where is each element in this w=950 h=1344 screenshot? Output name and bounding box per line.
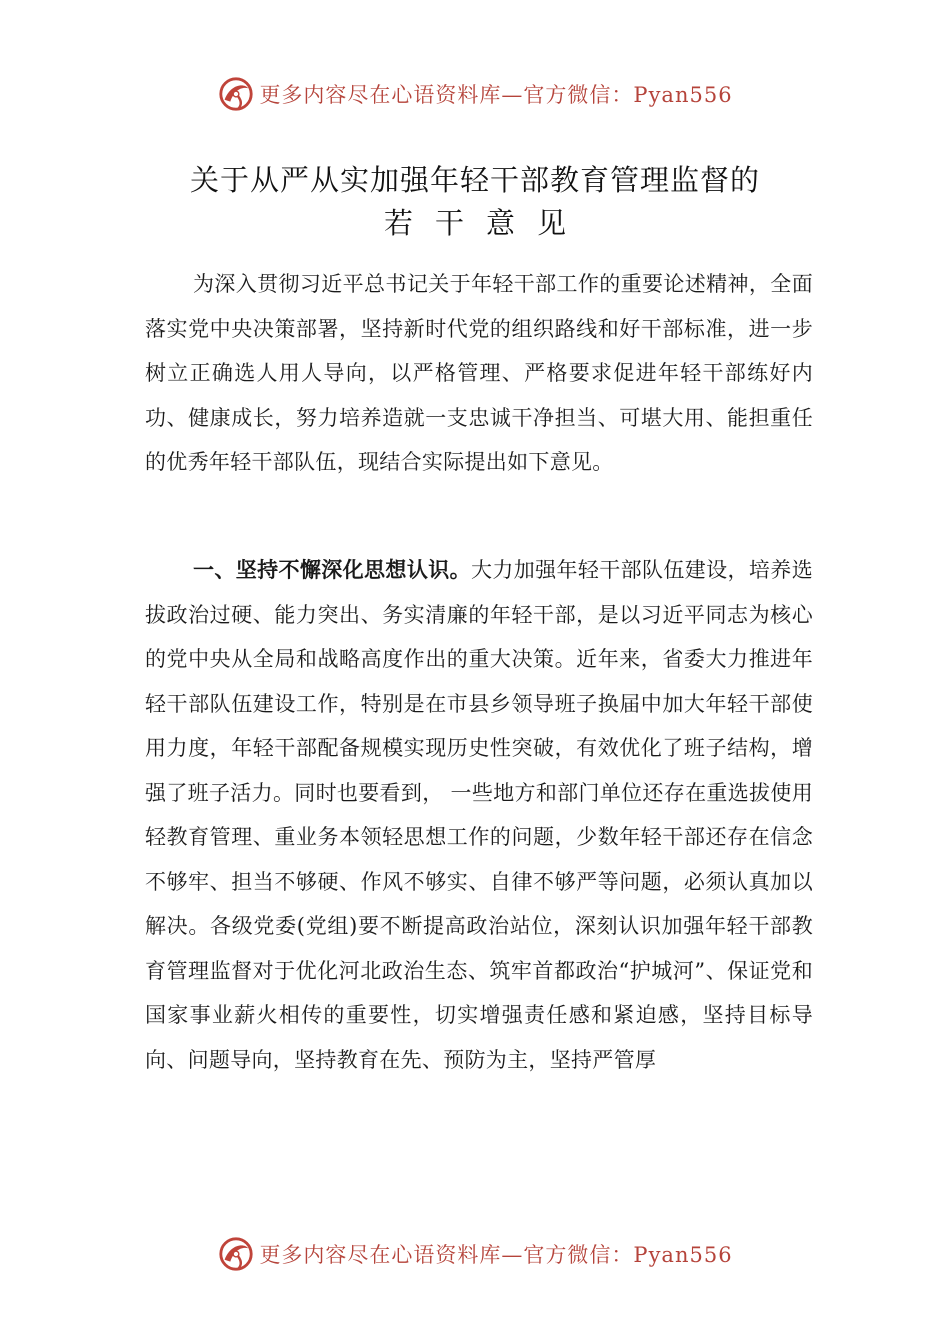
section-1-heading: 一、坚持不懈深化思想认识。 [193, 558, 471, 582]
section-1-paragraph [145, 548, 813, 1082]
header-banner-text: 更多内容尽在心语资料库—官方微信：Pyan556 [259, 83, 733, 107]
footer-banner [0, 1232, 950, 1276]
document-title-line-1: 关于从严从实加强年轻干部教育管理监督的 [189, 163, 760, 197]
footer-banner-text: 更多内容尽在心语资料库—官方微信：Pyan556 [259, 1243, 733, 1267]
red-swirl-logo-icon [217, 1235, 255, 1273]
header-banner [0, 72, 950, 116]
section-1-body: 大力加强年轻干部队伍建设，培养选拔政治过硬、能力突出、务实清廉的年轻干部，是以习近平同志为核心的党中央从全局和战略高度作出的重大决策。近年来，省委大力推进年轻干部队伍建设工作，特别是在市县乡领导班子换届中加大年轻干部使用力度，年轻干部配备规模实现历史性突破，有效优化了班子结构，增强了班子活力。同时也要看到， 一些地方和部门单位还存在重选拔使用轻教育管理、重业务本领轻思想工作的问题，少数年轻干部还存在信念不够牢、担当不够硬、作风不够实、自律不够严等问题，必须认真加以解决。各级党委(党组)要不断提高政治站位，深刻认识加强年轻干部教育管理监督对于优化河北政治生态、筑牢首都政治“护城河”、保证党和国家事业薪火相传的重要性，切实增强责任感和紧迫感，坚持目标导向、问题导向，坚持教育在先、预防为主，坚持严管厚 [145, 558, 813, 1072]
red-swirl-logo-icon [217, 75, 255, 113]
intro-paragraph: 为深入贯彻习近平总书记关于年轻干部工作的重要论述精神，全面落实党中央决策部署，坚持新时代党的组织路线和好干部标准，进一步树立正确选人用人导向，以严格管理、严格要求促进年轻干部练好内功、健康成长，努力培养造就一支忠诚干净担当、可堪大用、能担重任的优秀年轻干部队伍，现结合实际提出如下意见。 [145, 272, 813, 474]
document-title-line-2: 若干意见 [383, 206, 588, 240]
